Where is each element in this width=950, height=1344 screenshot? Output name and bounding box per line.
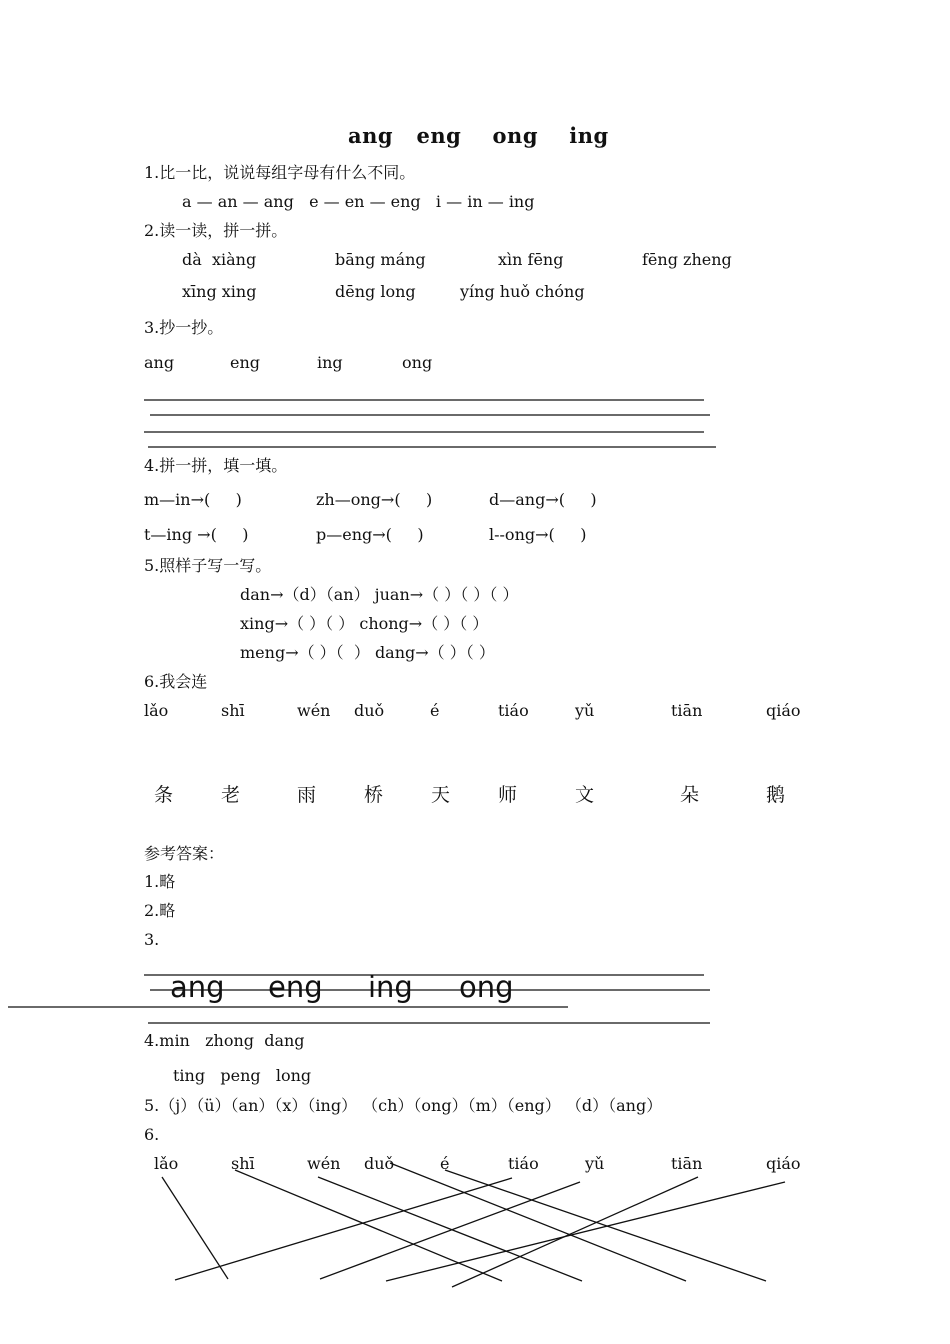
answer-1: 1.略: [144, 872, 176, 891]
answer-6-pinyin: é: [440, 1154, 450, 1173]
q3-item: ong: [402, 353, 433, 372]
q3-item: eng: [230, 353, 261, 372]
q4-heading: 4.拼一拼，填一填。: [144, 456, 288, 475]
q2-word: fēng zheng: [642, 250, 732, 269]
q6-hanzi: 桥: [364, 784, 384, 806]
q3-item: ang: [144, 353, 175, 372]
q4-item: d—ang→( ): [489, 490, 597, 509]
match-line: [445, 1170, 766, 1281]
answer-6-pinyin: yǔ: [585, 1154, 605, 1173]
q2-word: bāng máng: [335, 250, 426, 269]
q5-heading: 5.照样子写一写。: [144, 556, 272, 575]
q5-line: meng→（ ）（ ） dang→（ ）（ ）: [240, 643, 495, 662]
match-line: [162, 1177, 228, 1279]
answer-6: 6.: [144, 1125, 160, 1144]
answer-5: 5.（j）（ü）（an）（x）（ing） （ch）（ong）（m）（eng） （d）（ang）: [144, 1096, 663, 1115]
q3-heading: 3.抄一抄。: [144, 318, 224, 337]
answer-2: 2.略: [144, 901, 176, 920]
answers-heading: 参考答案：: [144, 844, 225, 863]
q1-heading: 1.比一比，说说每组字母有什么不同。: [144, 163, 416, 182]
answer-6-pinyin: lǎo: [154, 1154, 179, 1173]
q6-pinyin: tiān: [671, 701, 703, 720]
q2-word: xìn fēng: [498, 250, 564, 269]
q2-word: yíng huǒ chóng: [460, 282, 585, 301]
q6-hanzi: 鹅: [766, 784, 786, 806]
q2-word: dēng long: [335, 282, 416, 301]
answer-3-word: ang: [170, 970, 225, 1004]
q5-line: xing→（ ）（ ） chong→（ ）（ ）: [240, 614, 489, 633]
q6-pinyin: duǒ: [354, 701, 385, 720]
q6-pinyin: tiáo: [498, 701, 529, 720]
answer-6-pinyin: tiáo: [508, 1154, 539, 1173]
q4-item: zh—ong→( ): [316, 490, 433, 509]
answer-6-pinyin: duǒ: [364, 1154, 395, 1173]
q6-hanzi: 老: [221, 784, 241, 806]
q4-item: m—in→( ): [144, 490, 242, 509]
q5-line: dan→（d）（an） juan→（ ）（ ）（ ）: [240, 585, 519, 604]
q6-pinyin: lǎo: [144, 701, 169, 720]
answer-4-line2: ting peng long: [173, 1066, 312, 1085]
q6-pinyin: shī: [221, 701, 245, 720]
q4-item: t—ing →( ): [144, 525, 249, 544]
q4-item: p—eng→( ): [316, 525, 424, 544]
q2-word: dà xiàng: [182, 250, 257, 269]
q6-pinyin: wén: [297, 701, 331, 720]
q6-pinyin: qiáo: [766, 701, 801, 720]
answer-6-pinyin: tiān: [671, 1154, 703, 1173]
answer-3: 3.: [144, 930, 160, 949]
answer-4-line1: 4.min zhong dang: [144, 1031, 305, 1050]
q6-hanzi: 雨: [297, 784, 317, 806]
answer-6-pinyin: wén: [307, 1154, 341, 1173]
answer-3-word: ing: [368, 970, 413, 1004]
q6-hanzi: 师: [498, 784, 518, 806]
q1-letter-line: a — an — ang e — en — eng i — in — ing: [182, 192, 535, 211]
q2-heading: 2.读一读，拼一拼。: [144, 221, 288, 240]
q2-word: xīng xing: [182, 282, 257, 301]
q6-hanzi: 条: [154, 784, 174, 806]
q6-pinyin: yǔ: [575, 701, 595, 720]
q6-hanzi: 天: [431, 784, 451, 806]
answer-3-word: eng: [268, 970, 323, 1004]
answer-3-word: ong: [459, 970, 514, 1004]
q6-hanzi: 文: [575, 784, 595, 806]
q6-heading: 6.我会连: [144, 672, 208, 691]
q4-item: l--ong→( ): [489, 525, 587, 544]
answer-6-pinyin: qiáo: [766, 1154, 801, 1173]
answer-6-pinyin: shī: [231, 1154, 255, 1173]
worksheet-title: ang eng ong ing: [348, 123, 609, 148]
q6-pinyin: é: [430, 701, 440, 720]
q3-item: ing: [317, 353, 343, 372]
q6-hanzi: 朵: [680, 784, 700, 806]
